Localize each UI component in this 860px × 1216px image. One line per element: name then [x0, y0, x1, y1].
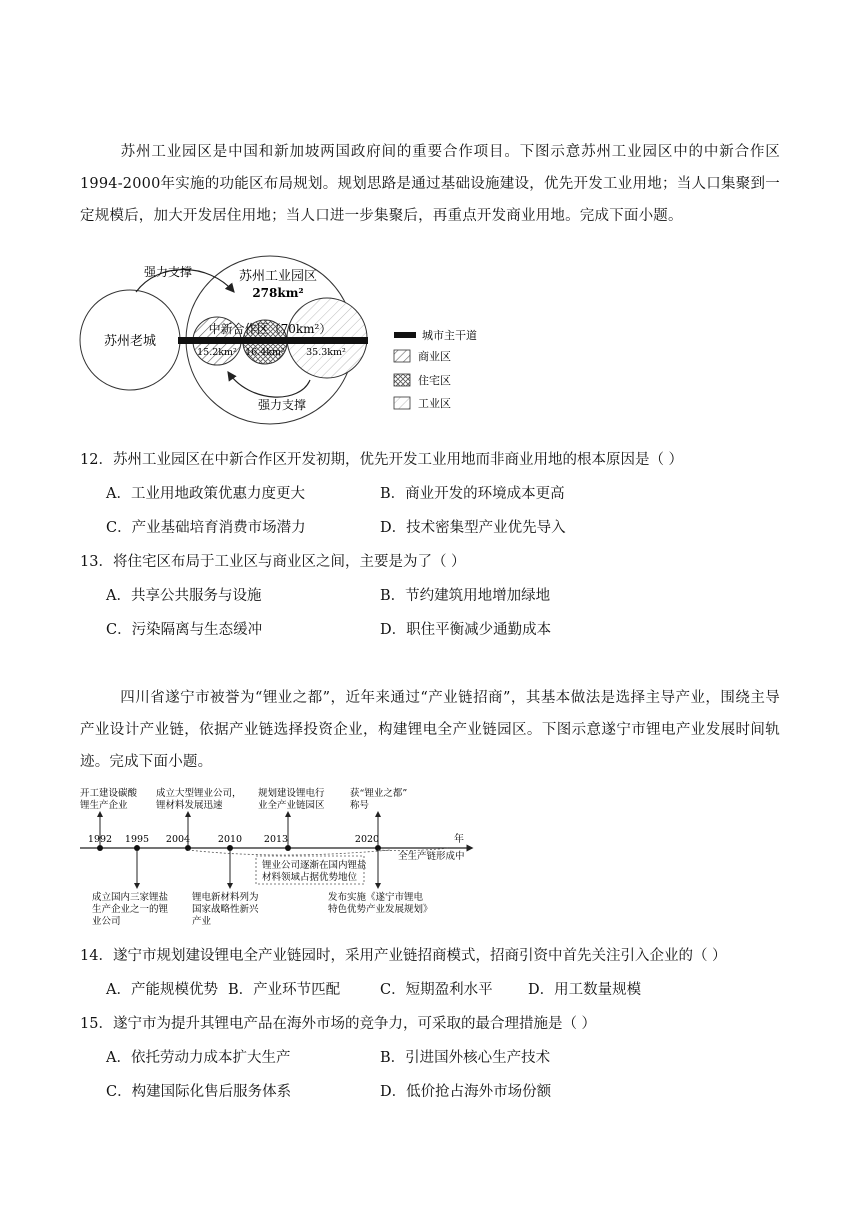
timeline-axis-label: 年 [454, 834, 464, 845]
point-2013 [285, 845, 291, 851]
passage-2-text: 四川省遂宁市被誉为“锂业之都”，近年来通过“产业链招商”，其基本做法是选择主导产业，围绕主导产业设计产业链，依据产业链选择投资企业，构建锂电全产业链园区。下图示意遂宁市锂电产业发展时间轨迹。完成下面小题。 [80, 690, 780, 770]
event-1992-line-1: 开工建设碳酸 [80, 788, 138, 799]
q14-option-b[interactable]: B．产业环节匹配 [228, 982, 341, 998]
event-1995-line-2: 生产企业之一的锂 [92, 904, 169, 915]
cooperation-zone-label: 中新合作区（70km²） [208, 322, 332, 336]
question-12: 12．苏州工业园区在中新合作区开发初期，优先开发工业用地而非商业用地的根本原因是（ ） [80, 452, 684, 468]
event-1992-line-2: 锂生产企业 [80, 800, 128, 811]
question-13: 13．将住宅区布局于工业区与商业区之间，主要是为了（ ） [80, 554, 466, 570]
chain-forming-label: 全生产链形成中 [398, 851, 465, 862]
q13-option-a[interactable]: A．共享公共服务与设施 [106, 588, 262, 604]
old-city-label: 苏州老城 [103, 334, 157, 349]
boxed-note-line-1: 锂业公司逐渐在国内锂盐 [262, 860, 367, 871]
event-2010-line-1: 锂电新材料列为 [192, 892, 259, 903]
q12-option-a[interactable]: A．工业用地政策优惠力度更大 [106, 486, 305, 502]
support-label-bottom: 强力支撑 [257, 398, 307, 412]
year-1995: 1995 [124, 834, 150, 845]
zone-c-area: 35.3km² [306, 347, 346, 358]
q13-option-d[interactable]: D．职住平衡减少通勤成本 [380, 622, 552, 638]
zone-b-area: 16.4km² [245, 347, 285, 358]
point-1992 [97, 845, 103, 851]
q15-option-b[interactable]: B．引进国外核心生产技术 [380, 1050, 551, 1066]
event-2013-line-2: 业全产业链园区 [258, 800, 325, 811]
q15-option-a[interactable]: A．依托劳动力成本扩大生产 [106, 1050, 291, 1066]
question-14: 14．遂宁市规划建设锂电全产业链园时，采用产业链招商模式，招商引资中首先关注引入企业的（ ） [80, 948, 727, 964]
q15-option-c[interactable]: C．构建国际化售后服务体系 [106, 1084, 292, 1100]
q12-option-b[interactable]: B．商业开发的环境成本更高 [380, 486, 565, 502]
year-2004: 2004 [165, 834, 191, 845]
passage-1 [80, 136, 780, 232]
main-road [178, 337, 368, 344]
event-1995-line-3: 业公司 [92, 916, 121, 927]
park-name: 苏州工业园区 [238, 269, 318, 284]
q14-option-c[interactable]: C．短期盈利水平 [380, 982, 493, 998]
legend [394, 329, 477, 410]
year-2013: 2013 [263, 834, 289, 845]
year-1992: 1992 [87, 834, 113, 845]
year-2010: 2010 [217, 834, 243, 845]
event-2013-line-1: 规划建设锂电行 [258, 788, 325, 799]
legend-road-swatch [394, 332, 416, 338]
q14-option-d[interactable]: D．用工数量规模 [528, 982, 642, 998]
q12-option-c[interactable]: C．产业基础培育消费市场潜力 [106, 520, 306, 536]
event-1995-line-1: 成立国内三家锂盐 [92, 892, 169, 903]
event-2020-line-1: 获“锂业之都” [350, 788, 408, 799]
question-15: 15．遂宁市为提升其锂电产品在海外市场的竞争力，可采取的最合理措施是（ ） [80, 1016, 597, 1032]
point-1995 [134, 845, 140, 851]
legend-residential: 住宅区 [418, 374, 451, 387]
suzhou-park-diagram [78, 254, 498, 454]
event-2004-line-1: 成立大型锂业公司， [156, 788, 242, 799]
event-2020-line-2: 称号 [350, 800, 370, 811]
q15-option-d[interactable]: D．低价抢占海外市场份额 [380, 1084, 552, 1100]
event-2020b-line-1: 发布实施《遂宁市锂电 [328, 892, 424, 903]
event-2020b-line-2: 特色优势产业发展规划》 [328, 904, 433, 915]
legend-road: 城市主干道 [422, 329, 477, 342]
point-2010 [227, 845, 233, 851]
q14-option-a[interactable]: A．产能规模优势 [106, 982, 218, 998]
legend-commercial: 商业区 [418, 350, 451, 363]
passage-1-text: 苏州工业园区是中国和新加坡两国政府间的重要合作项目。下图示意苏州工业园区中的中新合作区1994-2000年实施的功能区布局规划。规划思路是通过基础设施建设，优先开发工业用地；当人口集聚到一定规模后，加大开发居住用地；当人口进一步集聚后，再重点开发商业用地。完成下面小题。 [80, 144, 780, 224]
q12-option-d[interactable]: D．技术密集型产业优先导入 [380, 520, 566, 536]
support-label-top: 强力支撑 [143, 265, 193, 279]
q13-option-c[interactable]: C．污染隔离与生态缓冲 [106, 622, 263, 638]
boxed-note-line-2: 材料领域占据优势地位 [262, 872, 358, 883]
event-2010-line-3: 产业 [192, 916, 212, 927]
q13-option-b[interactable]: B．节约建筑用地增加绿地 [380, 588, 551, 604]
year-2020: 2020 [354, 834, 380, 845]
legend-commercial-swatch [394, 350, 410, 362]
park-area: 278km² [252, 286, 304, 300]
legend-residential-swatch [394, 374, 410, 386]
legend-industrial-swatch [394, 397, 410, 409]
passage-2 [80, 682, 780, 778]
legend-industrial: 工业区 [418, 397, 451, 410]
suining-lithium-timeline [80, 780, 500, 930]
event-2010-line-2: 国家战略性新兴 [192, 904, 259, 915]
event-2004-line-2: 锂材料发展迅速 [156, 800, 223, 811]
support-arrow-bottom [228, 372, 310, 397]
zone-a-area: 15.2km² [197, 347, 237, 358]
